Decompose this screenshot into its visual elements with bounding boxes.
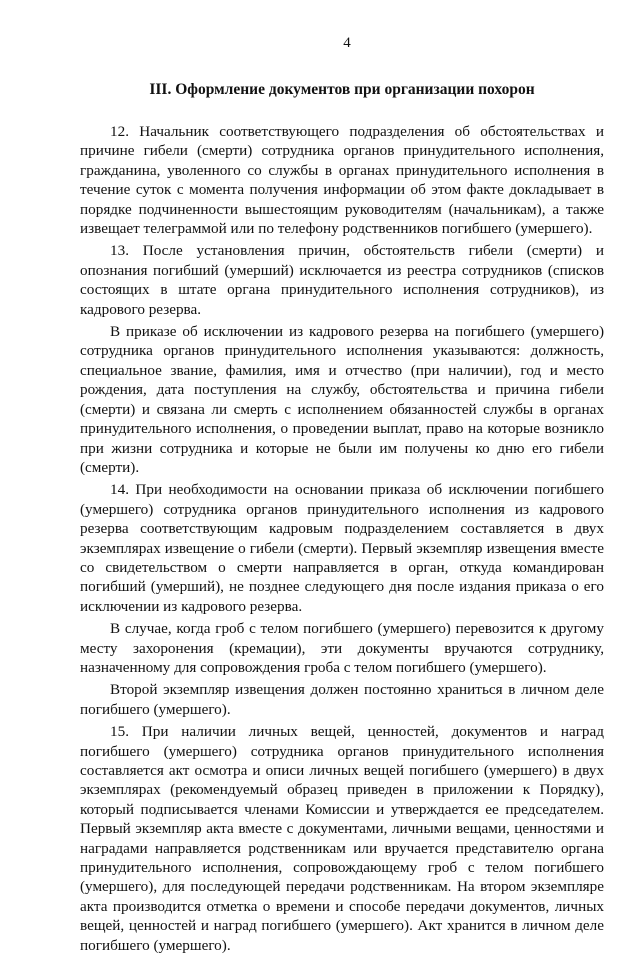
paragraph-second-copy: Второй экземпляр извещения должен постоянно храниться в личном деле погибшего (умершего). bbox=[80, 681, 604, 718]
page-number: 4 bbox=[343, 35, 351, 51]
paragraph-order-details: В приказе об исключении из кадрового резерва на погибшего (умершего) сотрудника органов принудительного исполнения указываются: должность, специальное звание, фамилия, имя и отчество (при наличии), год и место рождения, дата поступления на службу, обстоятельства и причина гибели (смерти) и связана ли смерть с исполнением обязанностей службы в органах принудительного исполнения, о проведении выплат, право на которые возникло при жизни сотрудника и которые не были им получены ко дню его гибели (смерти). bbox=[80, 323, 604, 476]
paragraph-transport: В случае, когда гроб с телом погибшего (умершего) перевозится к другому месту захоронения (кремации), эти документы вручаются сотруднику, назначенному для сопровождения гроба с телом погибшего (умершего). bbox=[80, 620, 604, 676]
paragraph-12: 12. Начальник соответствующего подразделения об обстоятельствах и причине гибели (смерти) сотрудника органов принудительного исполнения, гражданина, уволенного со службы в органах принудительного исполнения в течение суток с момента получения информации об этом факте докладывает в порядке подчиненности вышестоящим руководителям (начальникам), а также извещает телеграммой или по телефону родственников погибшего (умершего). bbox=[80, 123, 604, 238]
paragraph-15: 15. При наличии личных вещей, ценностей, документов и наград погибшего (умершего) сотрудника органов принудительного исполнения составляется акт осмотра и описи личных вещей погибшего (умершего) в двух экземплярах (рекомендуемый образец приведен в приложении к Порядку), который подписывается членами Комиссии и утверждается ее председателем. Первый экземпляр акта вместе с документами, личными вещами, ценностями и наградами направляется родственникам или вручается представителю органа принудительного исполнения, сопровождающему гроб с телом погибшего (умершего), для последующей передачи родственникам. На втором экземпляре акта производится отметка о времени и способе передачи документов, личных вещей, ценностей и наград погибшего (умершего). Акт хранится в личном деле погибшего (умершего). bbox=[80, 723, 604, 954]
paragraph-14: 14. При необходимости на основании приказа об исключении погибшего (умершего) сотрудника органов принудительного исполнения из кадрового резерва соответствующим кадровым подразделением составляется в двух экземплярах извещение о гибели (смерти). Первый экземпляр извещения вместе со свидетельством о смерти направляется в орган, откуда командирован погибший (умерший), не позднее следующего дня после издания приказа о его исключении из кадрового резерва. bbox=[80, 481, 604, 615]
paragraph-13: 13. После установления причин, обстоятельств гибели (смерти) и опознания погибший (умерший) исключается из реестра сотрудников (списков состоящих в штате органа принудительного исполнения сотрудников), из кадрового резерва. bbox=[80, 242, 604, 318]
section-title: III. Оформление документов при организации похорон bbox=[149, 81, 535, 98]
